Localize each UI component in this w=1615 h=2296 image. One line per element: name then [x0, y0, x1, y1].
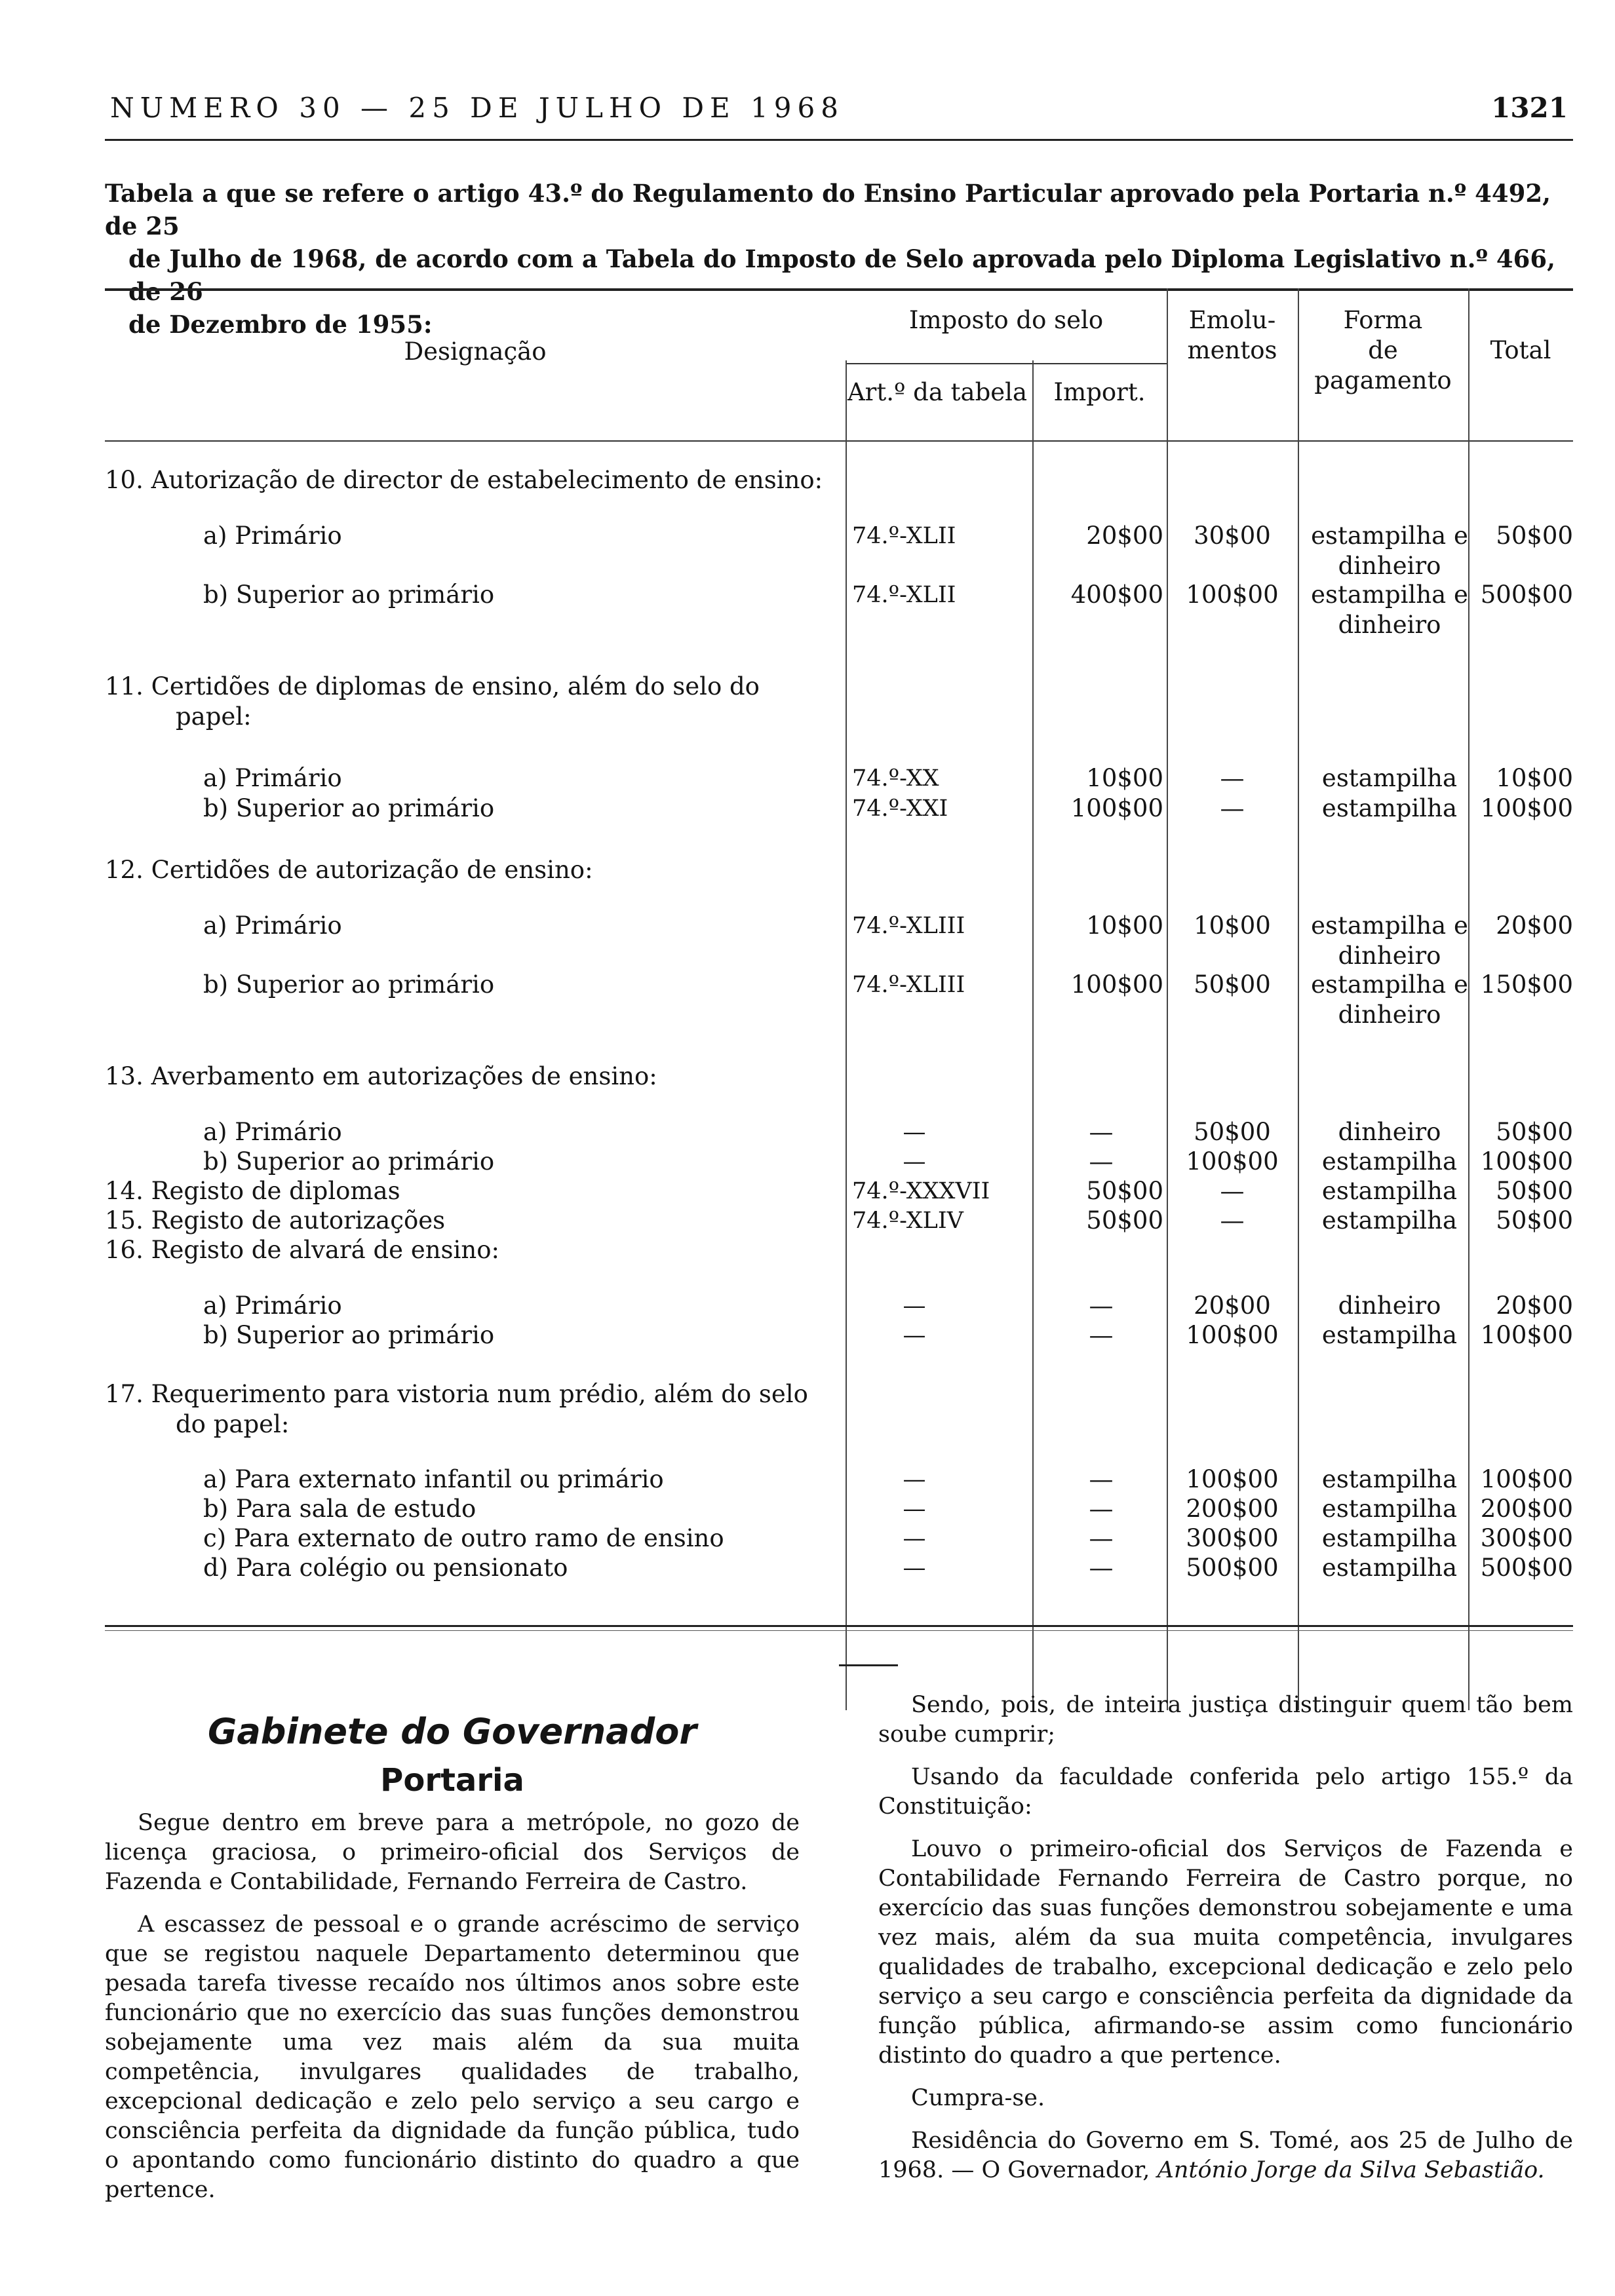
cell-art: 74.º-XLIII — [852, 972, 965, 998]
cell-import: 10$00 — [1086, 764, 1163, 792]
cell-import: 400$00 — [1070, 581, 1163, 609]
cell-emolumentos: 300$00 — [1186, 1524, 1279, 1552]
row-label: b) Superior ao primário — [203, 970, 495, 999]
cell-art: — — [903, 1525, 926, 1552]
cell-import: — — [1089, 1321, 1114, 1349]
cell-emolumentos: 100$00 — [1186, 1465, 1279, 1493]
cell-art: — — [903, 1466, 926, 1493]
cell-forma-line2: dinheiro — [1338, 1001, 1441, 1029]
header-designacao: Designação — [404, 337, 547, 366]
cell-art: — — [903, 1555, 926, 1581]
cell-art: 74.º-XX — [852, 765, 939, 792]
cell-emolumentos: — — [1220, 764, 1245, 792]
cell-emolumentos: — — [1220, 794, 1245, 822]
cell-emolumentos: 200$00 — [1186, 1495, 1279, 1523]
header-emolumentos-1: Emolu- — [1188, 306, 1276, 334]
cell-emolumentos: 100$00 — [1186, 1321, 1279, 1349]
cell-import: 10$00 — [1086, 911, 1163, 940]
row-label: c) Para externato de outro ramo de ensino — [203, 1524, 724, 1552]
cell-import: — — [1089, 1495, 1114, 1523]
row-label: b) Para sala de estudo — [203, 1495, 477, 1523]
row-label: 14. Registo de diplomas — [105, 1177, 400, 1205]
header-total: Total — [1490, 336, 1551, 364]
row-label: d) Para colégio ou pensionato — [203, 1554, 568, 1582]
cell-forma-line2: dinheiro — [1338, 552, 1441, 580]
cell-total: 100$00 — [1480, 1147, 1573, 1176]
header-forma-2: de — [1368, 336, 1398, 364]
right-column — [878, 1691, 1573, 2198]
cell-total: 100$00 — [1480, 794, 1573, 822]
header-forma-1: Forma — [1343, 306, 1423, 334]
caption-line-2: de Julho de 1968, de acordo com a Tabela do Imposto de Selo aprovada pelo Diploma Legislativo n.º 466, de 26 — [128, 244, 1555, 306]
paragraph: Segue dentro em breve para a metrópole, no gozo de licença graciosa, o primeiro-oficial dos Serviços de Fazenda e Contabilidade, Fernando Ferreira de Castro. — [105, 1810, 800, 1895]
cell-art: — — [903, 1149, 926, 1175]
page-number: 1321 — [1491, 92, 1568, 124]
row-label: 10. Autorização de director de estabelecimento de ensino: — [105, 466, 823, 494]
cell-import: — — [1089, 1524, 1114, 1552]
paragraph: Cumpra-se. — [911, 2085, 1045, 2111]
caption-line-3: de Dezembro de 1955: — [128, 310, 433, 339]
paragraph: Louvo o primeiro-oficial dos Serviços de Fazenda e Contabilidade Fernando Ferreira de Castro porque, no exercício das suas funções demonstrou sobejamente e uma vez mais, além da sua muita competência, invulgares qualidades de trabalho, excepcional dedicação e zelo pelo serviço a seu cargo e consciência perfeita da dignidade da função pública, afirmando-se assim como funcionário distinto do quadro a que pertence. — [878, 1836, 1573, 2069]
cell-forma-line1: estampilha e — [1311, 911, 1468, 940]
cell-total: 50$00 — [1496, 1118, 1573, 1146]
row-label: b) Superior ao primário — [203, 581, 495, 609]
header-art: Art.º da tabela — [847, 378, 1028, 406]
cell-import: — — [1089, 1465, 1114, 1493]
running-title: NUMERO 30 — 25 DE JULHO DE 1968 — [110, 92, 844, 124]
signature-paragraph — [878, 2126, 1573, 2185]
cell-forma — [1298, 970, 1481, 1030]
row-label: 13. Averbamento em autorizações de ensino: — [105, 1062, 657, 1090]
cell-forma: estampilha — [1321, 1465, 1458, 1493]
cell-forma-line1: estampilha e — [1311, 522, 1468, 550]
cell-art: — — [903, 1496, 926, 1522]
cell-total: 10$00 — [1496, 764, 1573, 792]
header-rule — [105, 139, 1573, 141]
row-label: b) Superior ao primário — [203, 1147, 495, 1176]
cell-total: 150$00 — [1480, 970, 1573, 999]
imposto-subrule — [846, 363, 1167, 364]
cell-import: 20$00 — [1086, 522, 1163, 550]
cell-emolumentos: 50$00 — [1194, 970, 1271, 999]
cell-art: — — [903, 1322, 926, 1349]
cell-emolumentos: 50$00 — [1194, 1118, 1271, 1146]
cell-emolumentos: 30$00 — [1194, 522, 1271, 550]
section-subtitle: Portaria — [380, 1762, 524, 1799]
cell-forma — [1298, 911, 1481, 971]
cell-import: — — [1089, 1554, 1114, 1582]
col-rule-import — [1032, 360, 1034, 1710]
table-bottom-rule — [105, 1625, 1573, 1627]
cell-emolumentos: 10$00 — [1194, 911, 1271, 940]
cell-total: 100$00 — [1480, 1321, 1573, 1349]
cell-total: 20$00 — [1496, 911, 1573, 940]
cell-import: — — [1089, 1292, 1114, 1320]
cell-forma: estampilha — [1321, 1495, 1458, 1523]
paragraph: Usando da faculdade conferida pelo artigo 155.º da Constituição: — [878, 1764, 1573, 1820]
cell-emolumentos: — — [1220, 1177, 1245, 1205]
cell-total: 20$00 — [1496, 1292, 1573, 1320]
cell-import: 100$00 — [1070, 970, 1163, 999]
left-column — [105, 1691, 800, 2218]
cell-forma: estampilha — [1321, 1206, 1458, 1234]
cell-emolumentos: 20$00 — [1194, 1292, 1271, 1320]
row-label: 15. Registo de autorizações — [105, 1206, 446, 1234]
cell-forma: dinheiro — [1338, 1292, 1441, 1320]
gazette-page — [105, 92, 1573, 2203]
row-label: a) Primário — [203, 1292, 342, 1320]
cell-forma-line1: estampilha e — [1311, 970, 1468, 999]
cell-forma-line2: dinheiro — [1338, 942, 1441, 970]
cell-forma: estampilha — [1321, 1177, 1458, 1205]
header-imposto: Imposto do selo — [908, 306, 1104, 334]
header-forma-3: pagamento — [1314, 366, 1452, 394]
cell-art: 74.º-XLIII — [852, 913, 965, 939]
row-label: a) Primário — [203, 764, 342, 792]
cell-total: 500$00 — [1480, 581, 1573, 609]
header-import: Import. — [1053, 378, 1146, 406]
signature-name: António Jorge da Silva Sebastião. — [1157, 2157, 1545, 2183]
cell-art: 74.º-XLII — [852, 582, 956, 608]
cell-total: 100$00 — [1480, 1465, 1573, 1493]
header-emolumentos-2: mentos — [1187, 336, 1277, 364]
row-label-continued: do papel: — [176, 1410, 290, 1438]
cell-art: — — [903, 1119, 926, 1145]
cell-import: 50$00 — [1086, 1206, 1163, 1234]
cell-art: 74.º-XLII — [852, 523, 956, 549]
cell-import: — — [1089, 1118, 1114, 1146]
cell-art: — — [903, 1293, 926, 1319]
table-header — [105, 291, 1573, 442]
cell-forma — [1298, 580, 1481, 640]
column-separator-rule — [839, 1664, 898, 1666]
cell-forma: estampilha — [1321, 794, 1458, 822]
cell-emolumentos: 500$00 — [1186, 1554, 1279, 1582]
row-label: 17. Requerimento para vistoria num prédio, além do selo — [105, 1380, 808, 1408]
cell-import: 100$00 — [1070, 794, 1163, 822]
fee-table — [105, 288, 1573, 1582]
row-label: a) Primário — [203, 1118, 342, 1146]
cell-art: 74.º-XLIV — [852, 1208, 963, 1234]
cell-forma-line2: dinheiro — [1338, 611, 1441, 639]
cell-total: 300$00 — [1480, 1524, 1573, 1552]
paragraph: Sendo, pois, de inteira justiça distinguir quem tão bem soube cumprir; — [878, 1692, 1573, 1748]
row-label: a) Para externato infantil ou primário — [203, 1465, 664, 1493]
cell-import: — — [1089, 1147, 1114, 1176]
caption-line-1: Tabela a que se refere o artigo 43.º do Regulamento do Ensino Particular aprovado pela Portaria n.º 4492, de 25 — [105, 179, 1551, 240]
cell-total: 50$00 — [1496, 1177, 1573, 1205]
row-label: a) Primário — [203, 522, 342, 550]
table-bottom-rule-thin — [105, 1630, 1573, 1631]
col-rule-emolumentos — [1167, 288, 1168, 1710]
cell-forma-line1: estampilha e — [1311, 581, 1468, 609]
cell-forma: estampilha — [1321, 1524, 1458, 1552]
page-header — [105, 92, 1573, 144]
cell-forma: dinheiro — [1338, 1118, 1441, 1146]
cell-total: 200$00 — [1480, 1495, 1573, 1523]
cell-art: 74.º-XXXVII — [852, 1178, 990, 1204]
cell-import: 50$00 — [1086, 1177, 1163, 1205]
row-label: 11. Certidões de diplomas de ensino, além do selo do — [105, 672, 760, 700]
row-label: b) Superior ao primário — [203, 1321, 495, 1349]
row-label: b) Superior ao primário — [203, 794, 495, 822]
row-label: 16. Registo de alvará de ensino: — [105, 1236, 499, 1264]
cell-forma — [1298, 521, 1481, 581]
cell-forma: estampilha — [1321, 1554, 1458, 1582]
signature-lead: Residência do Governo em S. Tomé, aos 25 de Julho de 1968. — O Governador, — [878, 2128, 1573, 2183]
cell-total: 50$00 — [1496, 522, 1573, 550]
col-rule-art — [846, 360, 847, 1710]
paragraph: A escassez de pessoal e o grande acréscimo de serviço que se registou naquele Departamento determinou que pesada tarefa tivesse recaído nos últimos anos sobre este funcionário que no exercício das suas funções demonstrou sobejamente uma vez mais além da sua muita competência, invulgares qualidades de trabalho, excepcional dedicação e zelo pelo serviço a seu cargo e consciência perfeita da dignidade da função pública, tudo o apontando como funcionário distinto do quadro a que pertence. — [105, 1911, 800, 2203]
cell-total: 500$00 — [1480, 1554, 1573, 1582]
header-bottom-rule — [105, 440, 1573, 442]
cell-forma: estampilha — [1321, 764, 1458, 792]
cell-art: 74.º-XXI — [852, 795, 948, 822]
cell-forma: estampilha — [1321, 1147, 1458, 1176]
cell-total: 50$00 — [1496, 1206, 1573, 1234]
row-label-continued: papel: — [176, 702, 252, 731]
cell-emolumentos: 100$00 — [1186, 581, 1279, 609]
section-title: Gabinete do Governador — [208, 1711, 697, 1752]
row-label: 12. Certidões de autorização de ensino: — [105, 856, 593, 884]
cell-emolumentos: — — [1220, 1206, 1245, 1234]
cell-forma: estampilha — [1321, 1321, 1458, 1349]
row-label: a) Primário — [203, 911, 342, 940]
cell-emolumentos: 100$00 — [1186, 1147, 1279, 1176]
